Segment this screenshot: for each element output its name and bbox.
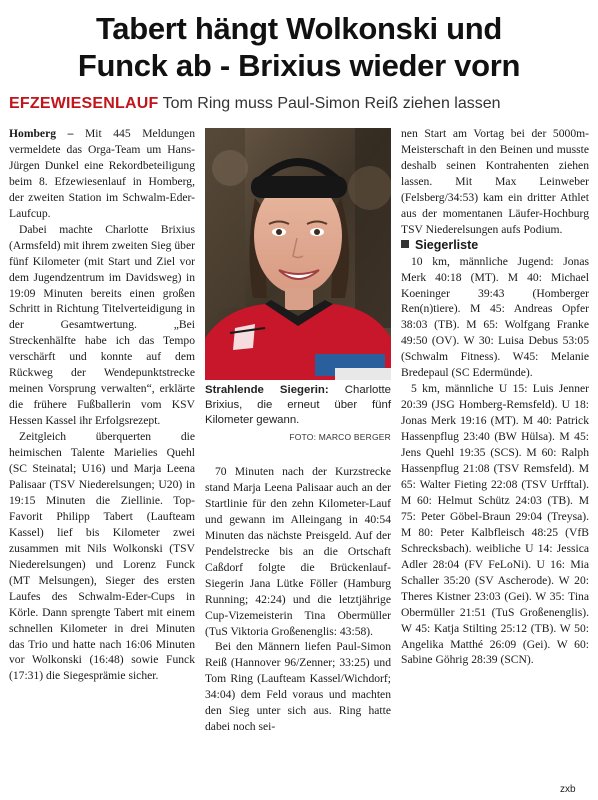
headline-line-2: Funck ab - Brixius wieder vorn	[77, 48, 521, 83]
headline-line-1: Tabert hängt Wolkonski und	[95, 11, 503, 46]
article-paragraph: Dabei machte Charlotte Brixius (Armsfeld) mit ihrem zweiten Sieg über fünf Kilometer (mit Start und Ziel vor dem Jugendzentrum im Davidsweg) in 19:09 Minuten bereits einen großen Schritt in Richtung Titelverteidigung in der Gesamtwertung. „Bei Streckenhälfte habe ich das Tempo verschärft und konnte auf dem Rückweg der Wendepunktstrecke meinen Vorsprung verwalten“, erklärte die frühere Fußballerin vom KSV Hessen Kassel ihr Erfolgsrezept.	[9, 222, 195, 428]
photo-caption	[205, 383, 391, 428]
column-3	[401, 126, 589, 668]
caption-lead: Strahlende Siegerin:	[205, 384, 329, 396]
athlete-photo-illustration	[205, 128, 391, 380]
article-paragraph: 70 Minuten nach der Kurzstrecke stand Marja Leena Palisaar auch an der Startlinie für den zehn Kilometer-Lauf und gewann im Alleingang in 40:54 Minuten das nächste Preisgeld. Auf der Pendelstrecke bis an die Ortschaft Caßdorf folgte die Brückenlauf-Siegerin Jana Lütke Föller (Hamburg Running; 42:24) und die letztjährige Cup-Vizemeisterin Tina Obermüller (TuS Viktoria Großenenglis: 43:58).	[205, 465, 391, 638]
section-heading	[401, 238, 589, 254]
kicker-subtitle: Tom Ring muss Paul-Simon Reiß ziehen lassen	[162, 95, 501, 112]
author-signature: zxb	[560, 784, 576, 795]
athlete-photo	[205, 128, 391, 380]
dateline: Homberg –	[9, 127, 74, 140]
column-2	[205, 464, 391, 735]
paragraph-text: Mit 445 Meldungen vermeldete das Orga-Team um Hans-Jürgen Dunkel eine Rekordbeteiligung beim 8. Efzewiesenlauf in Homberg, der zweiten Station im Schwalm-Eder-Laufcup.	[9, 127, 195, 220]
article-paragraph: Zeitgleich überquerten die heimischen Talente Marielies Quehl (SC Steinatal; U16) und Marja Leena Palisaar (TSV Niederelsungen; U20) in 19:15 Minuten die Ziellinie. Top-Favorit Philipp Tabert (Laufteam Kassel) lief bis Kilometer zwei zusammen mit Nils Wolkonski (TSV Niederelsungen) und Lorenz Funck (MT Melsungen), Sieger des ersten Laufes des Schwalm-Eder-Cups in Körle. Dann sprengte Tabert mit einem schnellen Kilometer in drei Minuten das Trio und hatte nach 16:06 Minuten vor Wolkonski (16:48) sowie Funck (17:31) die Siegesprämie sicher.	[9, 430, 195, 683]
kicker-label: EFZEWIESENLAUF	[9, 95, 159, 112]
kicker	[9, 95, 594, 113]
section-title: Siegerliste	[415, 237, 479, 252]
results-paragraph: 10 km, männliche Jugend: Jonas Merk 40:18 (MT). M 40: Michael Koeninger 39:43 (Homberger Ren(n)tiere). M 45: Andreas Opfer 38:03 (TB). M 65: Wolfgang Franke 49:50 (OV). W 30: Luisa Debus 53:05 (Schwalm Fitness). W45: Melanie Bredepaul (SC Edermünde).	[401, 254, 589, 380]
article-paragraph	[9, 126, 195, 222]
headline	[0, 10, 598, 84]
square-bullet-icon	[401, 240, 409, 248]
column-1	[9, 126, 195, 684]
photo-credit: FOTO: MARCO BERGER	[289, 432, 391, 442]
caption-text: Charlotte Brixius, die erneut über fünf Kilometer gewann.	[205, 384, 391, 426]
article-paragraph: nen Start am Vortag bei der 5000m-Meisterschaft in den Beinen und musste deshalb seinen Kontrahenten ziehen lassen. Mit Max Leinweber (Felsberg/34:53) kam ein dritter Athlet aus der momentanen Läufer-Hochburg TSV Niederelsungen aufs Podium.	[401, 127, 589, 236]
results-paragraph: 5 km, männliche U 15: Luis Jenner 20:39 (JSG Homberg-Remsfeld). U 18: Jonas Merk 19:16 (MT). M 40: Patrick Hassenpflug 23:40 (BW Hülsa). M 45: Jens Quehl 19:35 (SCS). M 60: Ralph Hassenpflug 21:08 (TSV Remsfeld). M 65: Walter Fieting 22:08 (TSV Urfftal). M 60: Helmut Schütz 24:03 (TB). M 75: Peter Göbel-Braun 29:04 (Treysa). M 80: Peter Kalbfleisch 48:25 (VfB Schrecksbach). weibliche U 14: Jessica Adler 28:04 (FV FeLoNi). U 16: Mia Schaller 35:20 (SV Ascherode). W 20: Theres Kistner 23:03 (Gei). W 35: Tina Obermüller 21:51 (TuS Großenenglis). W 45: Katja Stilting 25:12 (TB). W 50: Angelika Matthé 26:09 (Gei). W 60: Sabine Göhrig 28:39 (SCN).	[401, 382, 589, 667]
article-paragraph: Bei den Männern liefen Paul-Simon Reiß (Hannover 96/Zenner; 33:25) und Tom Ring (Laufteam Kassel/Wichdorf; 34:04) dem Feld voraus und machten den Sieg unter sich aus. Ring hatte dabei noch sei-	[205, 640, 391, 734]
